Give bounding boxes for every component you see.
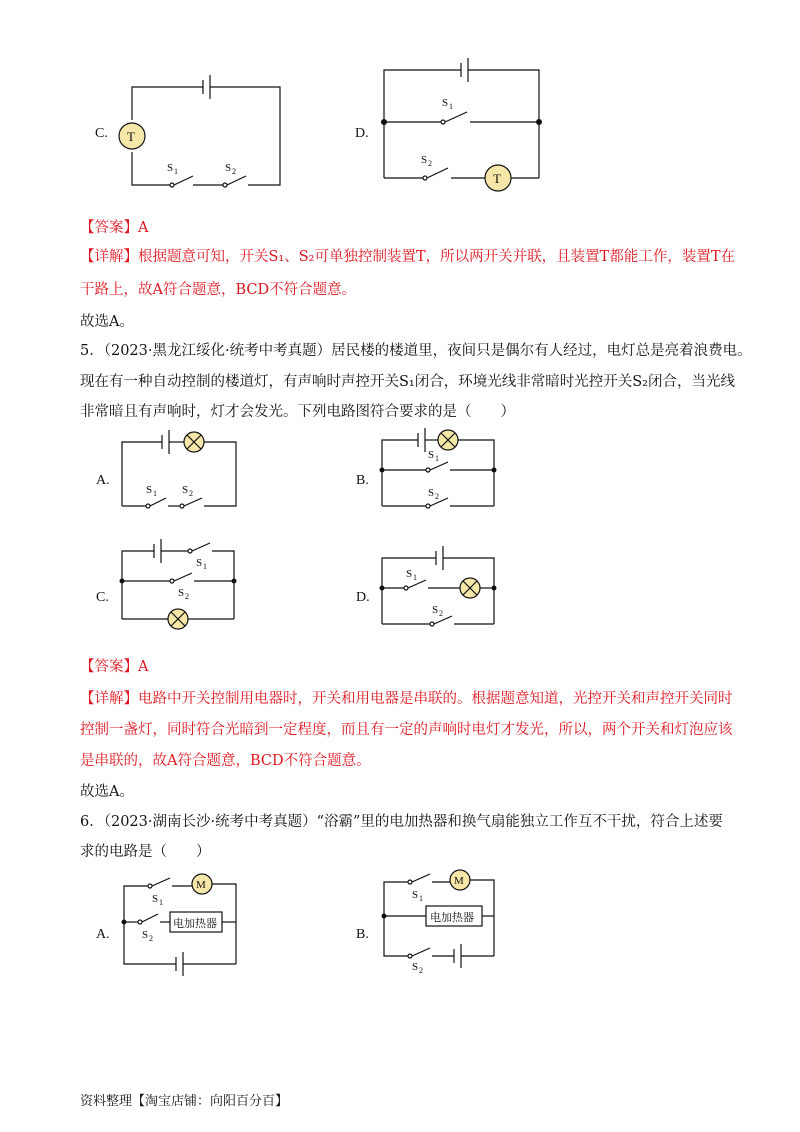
option-c2-label: C. <box>96 590 109 605</box>
explanation-5-line3: 是串联的，故A符合题意，BCD不符合题意。 <box>80 753 371 769</box>
svg-text:S: S <box>412 961 419 973</box>
svg-text:S: S <box>178 587 185 599</box>
svg-text:2: 2 <box>419 966 423 975</box>
option-a-label: A. <box>96 473 110 488</box>
svg-text:电加热器: 电加热器 <box>430 911 474 924</box>
answer-5: 【答案】A <box>80 659 149 675</box>
explanation-5-line2: 控制一盏灯，同时符合光暗到一定程度，而且有一定的声响时电灯才发光，所以，两个开关和灯泡应该 <box>80 722 733 738</box>
circuit-diagram-5a <box>118 430 248 515</box>
svg-text:2: 2 <box>189 489 193 498</box>
svg-text:S: S <box>412 889 419 901</box>
explanation-5-line1: 【详解】电路中开关控制用电器时，开关和用电器是串联的。根据题意知道，光控开关和声控开关同时 <box>80 691 733 707</box>
conclusion-5: 故选A。 <box>80 784 134 800</box>
explanation-4-line1: 【详解】根据题意可知，开关S₁、S₂可单独控制装置T，所以两开关并联，且装置T都能工作，装置T在 <box>80 249 736 265</box>
option-d2-label: D. <box>356 590 370 605</box>
svg-text:S: S <box>167 162 174 174</box>
heater-label: 电加热器 <box>173 917 217 930</box>
svg-text:1: 1 <box>159 898 163 907</box>
svg-text:S: S <box>146 484 153 496</box>
question-6-line2: 求的电路是（ ） <box>80 844 211 860</box>
svg-text:1: 1 <box>153 489 157 498</box>
conclusion-4: 故选A。 <box>80 314 134 330</box>
question-5-line2: 现在有一种自动控制的楼道灯，有声响时声控开关S₁闭合，环境光线非常暗时光控开关S₂闭合，当光线 <box>80 374 735 390</box>
option-c-label: C. <box>95 126 108 141</box>
svg-text:S: S <box>406 568 413 580</box>
circuit-diagram-6b <box>378 868 508 975</box>
svg-text:1: 1 <box>174 167 178 176</box>
device-t-symbol: T <box>127 129 135 144</box>
option-6a-label: A. <box>96 927 110 942</box>
question-5-line1: 5．（2023·黑龙江绥化·统考中考真题）居民楼的楼道里，夜间只是偶尔有人经过，电灯总是亮着浪费电。 <box>80 343 752 359</box>
svg-text:S: S <box>428 487 435 499</box>
svg-text:1: 1 <box>449 102 453 111</box>
question-6-line1: 6．（2023·湖南长沙·统考中考真题）“浴霸”里的电加热器和换气扇能独立工作互不干扰，符合上述要 <box>80 814 723 830</box>
option-6b-label: B. <box>356 927 369 942</box>
svg-text:1: 1 <box>419 894 423 903</box>
footer-source: 资料整理【淘宝店铺：向阳百分百】 <box>80 1094 289 1109</box>
svg-text:1: 1 <box>203 562 207 571</box>
svg-text:2: 2 <box>232 167 236 176</box>
circuit-diagram-4d <box>375 60 555 185</box>
answer-4: 【答案】A <box>80 220 149 236</box>
svg-text:1: 1 <box>435 454 439 463</box>
explanation-4-line2: 干路上，故A符合题意，BCD不符合题意。 <box>80 282 357 298</box>
svg-text:S: S <box>225 162 232 174</box>
circuit-diagram-5c <box>118 543 248 633</box>
svg-text:S: S <box>442 97 449 109</box>
svg-text:S: S <box>152 893 159 905</box>
motor-symbol: M <box>196 879 206 891</box>
question-5-line3: 非常暗且有声响时，灯才会发光。下列电路图符合要求的是（ ） <box>80 404 515 420</box>
svg-text:M: M <box>454 875 464 887</box>
svg-text:2: 2 <box>428 159 432 168</box>
option-b-label: B. <box>356 473 369 488</box>
svg-text:2: 2 <box>439 609 443 618</box>
svg-text:2: 2 <box>185 592 189 601</box>
svg-text:T: T <box>493 171 501 186</box>
svg-text:S: S <box>428 449 435 461</box>
circuit-diagram-4c <box>115 70 295 195</box>
svg-text:S: S <box>432 604 439 616</box>
svg-text:1: 1 <box>413 573 417 582</box>
svg-text:S: S <box>421 154 428 166</box>
option-d-label: D. <box>355 126 369 141</box>
svg-text:S: S <box>182 484 189 496</box>
svg-text:S: S <box>196 557 203 569</box>
svg-text:S: S <box>142 929 149 941</box>
svg-text:2: 2 <box>435 492 439 501</box>
svg-text:2: 2 <box>149 934 153 943</box>
circuit-diagram-5d <box>378 548 508 633</box>
circuit-diagram-5b <box>378 428 508 513</box>
circuit-diagram-6a <box>118 872 248 972</box>
